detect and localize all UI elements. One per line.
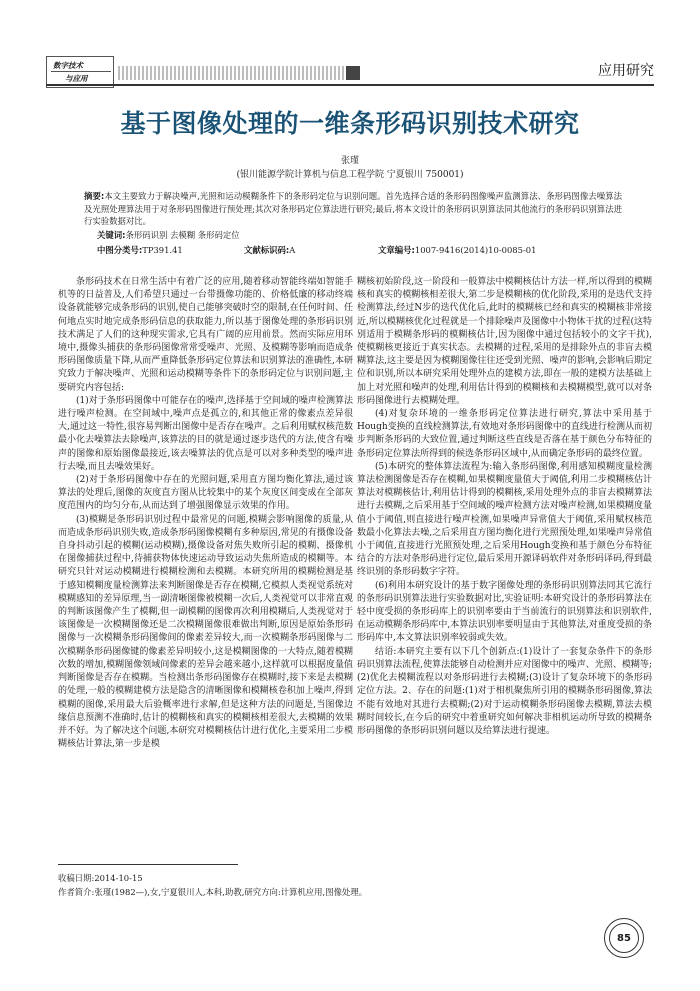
journal-name-line2: 与应用 — [65, 74, 88, 83]
doc-code-label: 文献标识码: — [244, 245, 290, 255]
paragraph: (6)利用本研究设计的基于数字图像处理的条形码识别算法同其它流行的条形码识别算法进行实验数据对比,实验证明:本研究设计的条形码算法在轻中度受损的条形码库上的识别率要由于当前流行的识别算法和识别软件,在运动模糊条形码库中,本算法识别率要明显由于其他算法,对重度受损的条形码库中,本文算法识别率较弱或失效。 — [357, 580, 652, 644]
journal-name-line1: 数字技术 — [53, 61, 83, 70]
article-number — [378, 244, 536, 256]
clc-number — [97, 244, 183, 256]
body-column-right — [357, 276, 652, 738]
paragraph: 结语:本研究主要有以下几个创新点:(1)设计了一套复杂条件下的条形码识别算法流程,使算法能够自动检测并应对图像中的噪声、光照、模糊等;(2)优化去模糊流程以对条形码进行去模糊;(3)设计了复杂环境下的条形码定位方法。2、存在的问题:(1)对于相机聚焦所引用的模糊条形码图像,算法不能有效地对其进行去模糊;(2)对于运动模糊条形码图像去模糊,算法去模糊时间较长,在今后的研究中着重研究如何解决非相机运动所导致的模糊条形码图像的条形码识别问题以及给算法进行提速。 — [357, 646, 652, 736]
author-affiliation: (银川能源学院计算机与信息工程学院 宁夏银川 750001) — [236, 170, 464, 180]
article-no-label: 文章编号: — [378, 245, 415, 255]
section-label: 应用研究 — [598, 63, 654, 79]
logo-divider — [51, 71, 111, 72]
received-date: 收稿日期:2014-10-15 — [58, 873, 143, 883]
author-name: 张瑾 — [340, 156, 359, 166]
clc-label: 中图分类号: — [97, 245, 143, 255]
abstract-label: 摘要: — [84, 191, 105, 201]
paragraph: 糊核初始阶段,这一阶段和一般算法中模糊核估计方法一样,所以得到的模糊核和真实的模糊核相差很大,第二步是模糊核的优化阶段,采用的是迭代支持检测算法,经过N步的迭代优化后,此时的模糊核已经和真实的模糊核非常接近,所以模糊核优化过程就是一个排除噪声及图像中小物体干扰的过程(这特别适用于模糊条形码的模糊核估计,因为图像中通过包括较小的文字干扰),使模糊核更接近于真实状态。去模糊的过程,采用的是排除外点的非盲去模糊算法,这主要是因为模糊图像往往还受到光照、噪声的影响,会影响后期定位和识别,所以本研究采用处理外点的建模方法,即在一般的建模方法基础上加上对光照和噪声的处理,利用估计得到的模糊核和去模糊模型,就可以对条形码图像进行去模糊处理。 — [357, 277, 652, 406]
page-number-badge — [604, 918, 644, 958]
body-column-left — [58, 276, 353, 751]
document-code — [244, 244, 295, 256]
footnote-rule — [58, 864, 238, 865]
header-decor-block — [346, 66, 360, 80]
keywords-text: 条形码识别 去模糊 条形码定位 — [125, 230, 240, 240]
article-title: 基于图像处理的一维条形码识别技术研究 — [120, 109, 580, 138]
paragraph: (1)对于条形码图像中可能存在的噪声,选择基于空间域的噪声检测算法进行噪声检测。在空间域中,噪声点是孤立的,和其他正常的像素点差异很大,通过这一特性,很容易判断出图像中是否存在噪声。之后利用赋权核范数最小化去噪算法去除噪声,该算法的目的就是通过逐步迭代的方法,使含有噪声的图像和原始图像最接近,该去噪算法的优点是可以对多种类型的噪声进行去噪,而且去噪效果好。 — [58, 395, 353, 472]
doc-code-value: A — [289, 245, 296, 255]
keywords-label: 关键词: — [97, 230, 126, 240]
page-number: 85 — [609, 923, 639, 953]
paragraph: (4)对复杂环境的一维条形码定位算法进行研究,算法中采用基于Hough变换的直线检测算法,有效地对条形码图像中的直线进行检测从而初步判断条形码的大致位置,通过判断这些直线是否落在基于颜色分布特征的条形码定位算法所得到的候选条形码区域中,从而确定条形码的最终位置。 — [357, 409, 652, 459]
author-bio: 作者简介:张瑾(1982—),女,宁夏银川人,本科,助教,研究方向:计算机应用,图像处理。 — [58, 887, 368, 897]
header-rule — [46, 84, 654, 86]
abstract-text: 本文主要致力于解决噪声,光照和运动模糊条件下的条形码定位与识别问题。首先选择合适的条形码图像噪声监测算法、条形码图像去噪算法及光照处理算法用于对条形码图像进行预处理;其次对条形码定位算法进行研究;最后,将本文设计的条形码识别算法同其他流行的条形码识别算法进行实验数据对比。 — [84, 191, 622, 226]
paragraph: (5)本研究的整体算法流程为:输入条形码图像,利用感知模糊度量检测算法检测图像是否存在模糊,如果模糊度量值大于阈值,利用二步模糊核估计算法对模糊核估计,利用估计得到的模糊核,采用处理外点的非盲去模糊算法进行去模糊,之后采用基于空间域的噪声检测方法对噪声检测,如果模糊度量值小于阈值,则直接进行噪声检测,如果噪声异常值大于阈值,采用赋权核范数最小化算法去噪,之后采用直方图均衡化进行光照预处理,如果噪声异常值小于阈值,直接进行光照预处理,之后采用Hough变换和基于颜色分布特征结合的方法对条形码进行定位,最后采用开源译码软件对条形码译码,得到最终识别的条形码数字字符。 — [357, 461, 652, 578]
keywords — [97, 229, 617, 241]
article-no-value: 1007-9416(2014)10-0085-01 — [414, 245, 537, 255]
clc-value: TP391.41 — [142, 245, 183, 255]
abstract — [84, 190, 622, 228]
paragraph: (2)对于条形码图像中存在的光照问题,采用直方图均衡化算法,通过该算法的处理后,图像的灰度直方图从比较集中的某个灰度区间变成在全部灰度范围内的均匀分布,从而达到了增强图像显示效果的作用。 — [58, 475, 353, 512]
paragraph: (3)模糊是条形码识别过程中最常见的问题,模糊会影响图像的质量,从而造成条形码识别失败,造成条形码图像模糊有多种原因,常见的有摄像设备自身抖动引起的模糊(运动模糊),摄像设备对焦失败所引起的模糊、摄像机在图像捕获过程中,待捕获物体快速运动导致运动失焦所造成的模糊等。本研究只针对运动模糊进行模糊检测和去模糊。本研究所用的模糊检测是基于感知模糊度量检测算法来判断图像是否存在模糊,它模拟人类视觉系统对模糊感知的差异原理,当一副清晰图像被模糊一次后,人类视觉可以非常直观的判断该图像产生了模糊,但一副模糊的图像再次利用模糊后,人类视觉对于该图像是一次模糊图像还是二次模糊图像很难做出判断,原因是原始条形码图像与一次模糊条形码图像间的像素差异较大,而一次模糊条形码图像与二次模糊条形码图像键的像素差异明较小,这是模糊图像的一大特点,随着模糊次数的增加,模糊图像领域间像素的差异会越来越小,这样就可以根据度量值判断图像是否存在模糊。当检测出条形码图像存在模糊时,接下来是去模糊的处理,一般的模糊建模方法是隐含的清晰图像和模糊核卷积加上噪声,得到模糊的图像,采用最大后验概率进行求解,但是这种方法的问题是,当图像边缘信息预测不准确时,估计的模糊核和真实的模糊核相差很大,去模糊的效果并不好。为了解决这个问题,本研究对模糊核估计进行优化,主要采用二步模糊核估计算法,第一步是模 — [58, 514, 353, 750]
header-decor-bar — [118, 66, 346, 80]
paragraph: 条形码技术在日常生活中有着广泛的应用,随着移动智能终端如智能手机等的日益普及,人们希望只通过一台带摄像功能的、价格低廉的移动终端设备就能够完成条形码的识别,使自己能够突破时空的限制,在任何时间、任何地点实时地完成条形码信息的获取能力,所以基于图像处理的条形码识别技术满足了人们的这种现实需求,它具有广阔的应用前景。然而实际应用环境中,摄像头捕获的条形码图像常常受噪声、光照、及模糊等影响而造成条形码图像质量下降,从而严重降低条形码定位算法和识别算法的准确性,本研究致力于解决噪声、光照和运动模糊等条件下的条形码定位与识别问题,主要研究内容包括: — [58, 277, 353, 393]
